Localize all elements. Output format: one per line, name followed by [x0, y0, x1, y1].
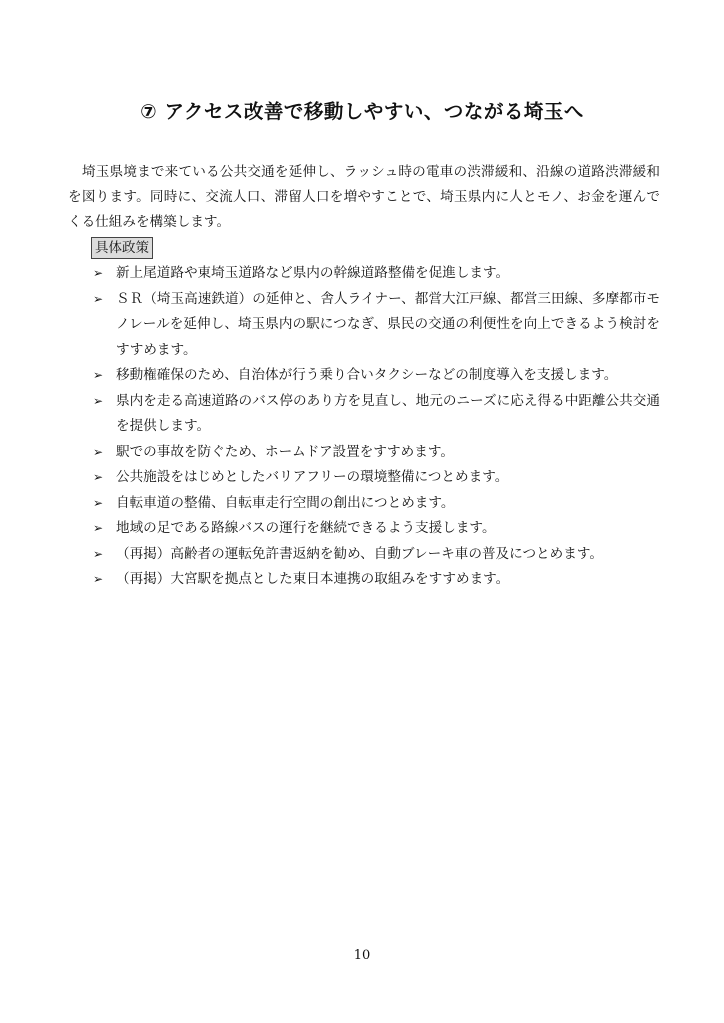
policy-list	[0, 261, 660, 593]
arrow-bullet-icon: ➢	[93, 470, 104, 484]
list-item	[93, 465, 660, 491]
arrow-bullet-icon: ➢	[93, 546, 104, 561]
arrow-bullet-icon: ➢	[93, 393, 104, 408]
intro-paragraph: 埼玉県境まで来ている公共交通を延伸し、ラッシュ時の電車の渋滞緩和、沿線の道路渋滞緩和を図ります。同時に、交流人口、滞留人口を増やすことで、埼玉県内に人とモノ、お金を運んでくる仕組みを構築します。	[68, 163, 660, 230]
list-item	[93, 516, 660, 542]
list-item	[93, 567, 660, 593]
list-item-text: 県内を走る高速道路のバス停のあり方を見直し、地元のニーズに応え得る中距離公共交通を提供します。	[116, 392, 660, 434]
arrow-bullet-icon: ➢	[93, 444, 104, 459]
page-number: 10	[353, 948, 371, 963]
page-title: ⑦ アクセス改善で移動しやすい、つながる埼玉へ	[140, 100, 584, 123]
list-item	[93, 287, 660, 364]
list-item-text: 自転車道の整備、自転車走行空間の創出につとめます。	[116, 494, 455, 511]
list-item-text: ＳＲ（埼玉高速鉄道）の延伸と、舎人ライナー、都営大江戸線、都営三田線、多摩都市モノレールを延伸し、埼玉県内の駅につなぎ、県民の交通の利便性を向上できるよう検討をすすめます。	[116, 290, 660, 358]
arrow-bullet-icon: ➢	[93, 368, 104, 382]
section-header: 具体政策	[91, 237, 153, 259]
list-item	[93, 389, 660, 440]
list-item-text: 新上尾道路や東埼玉道路など県内の幹線道路整備を促進します。	[116, 265, 510, 281]
arrow-bullet-icon: ➢	[93, 495, 104, 510]
list-item	[93, 491, 660, 517]
list-item	[93, 363, 660, 389]
arrow-bullet-icon: ➢	[93, 291, 104, 306]
list-item	[93, 261, 660, 287]
list-item	[93, 440, 660, 466]
list-item-text: （再掲）大宮駅を拠点とした東日本連携の取組みをすすめます。	[116, 571, 510, 587]
arrow-bullet-icon: ➢	[93, 266, 104, 280]
list-item-text: （再掲）高齢者の運転免許書返納を勧め、自動ブレーキ車の普及につとめます。	[116, 545, 603, 562]
arrow-bullet-icon: ➢	[93, 521, 104, 535]
list-item-text: 公共施設をはじめとしたバリアフリーの環境整備につとめます。	[116, 469, 509, 485]
list-item-text: 地域の足である路線バスの運行を継続できるよう支援します。	[116, 520, 496, 536]
list-item-text: 移動権確保のため、自治体が行う乗り合いタクシーなどの制度導入を支援します。	[116, 367, 618, 383]
list-item-text: 駅での事故を防ぐため、ホームドア設置をすすめます。	[116, 443, 454, 460]
arrow-bullet-icon: ➢	[93, 572, 104, 586]
list-item	[93, 542, 660, 568]
